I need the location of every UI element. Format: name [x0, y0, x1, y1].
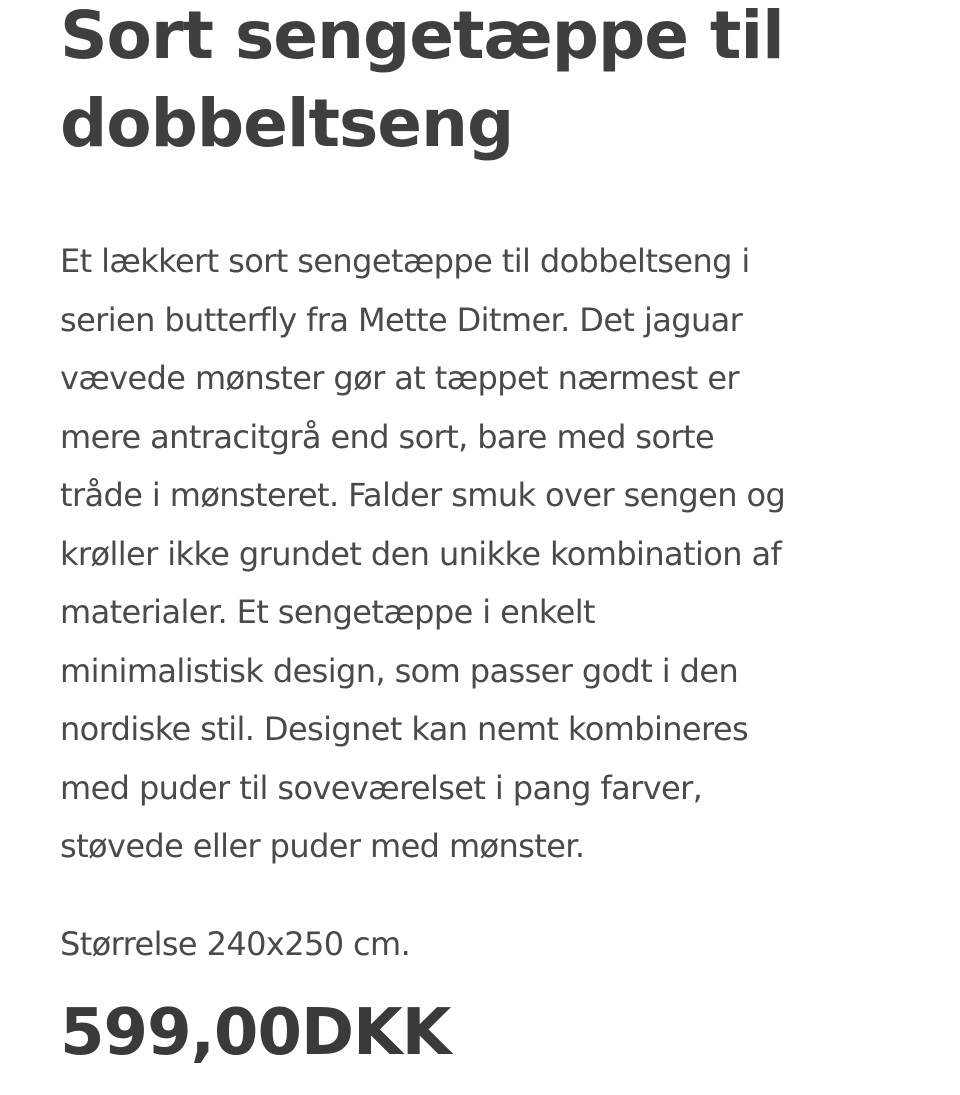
description-line: vævede mønster gør at tæppet nærmest er: [60, 359, 739, 397]
description-line: mere antracitgrå end sort, bare med sorte: [60, 417, 715, 456]
description-line: materialer. Et sengetæppe i enkelt: [60, 593, 595, 631]
description-line: krøller ikke grundet den unikke kombination af: [60, 534, 782, 573]
description-line: serien butterfly fra Mette Ditmer. Det jaguar: [60, 300, 743, 339]
description-line: Et lækkert sort sengetæppe til dobbeltseng i: [60, 242, 750, 280]
product-description: [60, 232, 920, 876]
description-line: tråde i mønsteret. Falder smuk over sengen og: [60, 476, 786, 514]
description-line: med puder til soveværelset i pang farver,: [60, 768, 703, 807]
product-price: 599,00DKK: [60, 996, 451, 1070]
product-title: Sort sengetæppe til dobbeltseng: [60, 0, 784, 162]
description-line: nordiske stil. Designet kan nemt kombineres: [60, 710, 749, 748]
product-size: Størrelse 240x250 cm.: [60, 925, 411, 963]
description-line: støvede eller puder med mønster.: [60, 827, 585, 865]
description-line: minimalistisk design, som passer godt i den: [60, 651, 739, 690]
